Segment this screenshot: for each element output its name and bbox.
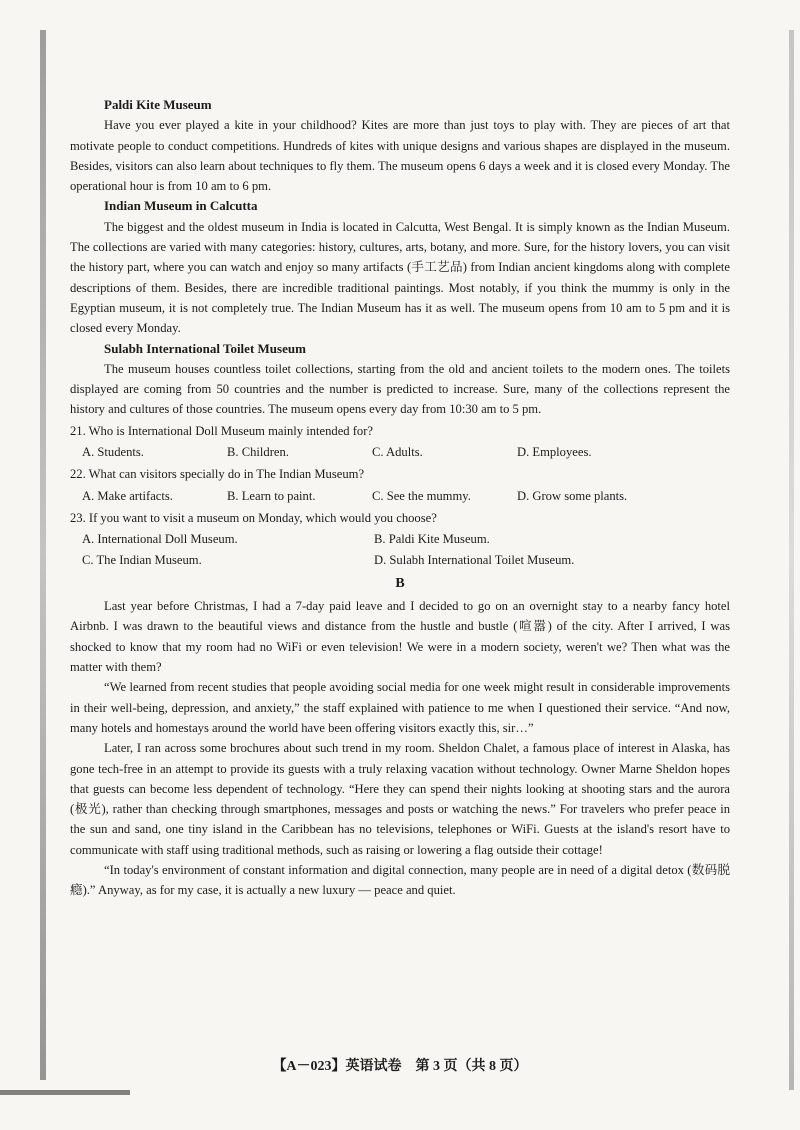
option-a[interactable]: A. Make artifacts. [82, 488, 173, 503]
question-22-options [70, 486, 730, 506]
question-23-options [70, 529, 730, 570]
exam-page [70, 95, 730, 901]
option-d[interactable]: D. Employees. [517, 445, 592, 460]
toilet-museum-title: Sulabh International Toilet Museum [104, 340, 306, 356]
passage-b-paragraph-2: “We learned from recent studies that people avoiding social media for one week might result in considerable improvements in their well-being, depression, and anxiety,” the staff explained with patience to me when I questioned their service. “And now, many hotels and homestays around the world have been offering visitors exactly this, sir…” [70, 680, 730, 735]
page-footer: 【A－023】英语试卷 第 3 页（共 8 页） [272, 1059, 528, 1074]
indian-museum-title: Indian Museum in Calcutta [104, 198, 258, 214]
passage-b-paragraph-3: Later, I ran across some brochures about such trend in my room. Sheldon Chalet, a famous place of interest in Alaska, has gone tech-free in an attempt to provide its guests with a truly relaxing vacation without technology. Owner Marne Sheldon hopes that guests can become less dependent of technology. “Here they can spend their nights looking at shooting stars and the aurora (极光), rather than checking through smartphones, messages and posts or watching the news.” For travelers who prefer peace in the sun and sand, one tiny island in the Caribbean has no televisions, telephones or WiFi. Guests at the island's resort have to communicate with staff using traditional methods, such as raising or lowering a flag outside their cottage! [70, 741, 730, 857]
option-c[interactable]: C. Adults. [372, 445, 423, 460]
kite-museum-text: Have you ever played a kite in your childhood? Kites are more than just toys to play with. They are pieces of art that motivate people to conduct competitions. Hundreds of kites with unique designs and various shapes are displayed in the museum. Besides, visitors can also learn about techniques to fly them. The museum opens 6 days a week and it is closed every Monday. The operational hour is from 10 am to 6 pm. [70, 118, 730, 194]
question-21-options [70, 442, 730, 462]
option-a[interactable]: A. International Doll Museum. [82, 532, 238, 547]
passage-b-paragraph-4: “In today's environment of constant information and digital connection, many people are in need of a digital detox (数码脱瘾).” Anyway, as for my case, it is actually a new luxury — peace and quiet. [70, 862, 730, 898]
option-c[interactable]: C. The Indian Museum. [82, 552, 202, 567]
indian-museum-text: The biggest and the oldest museum in India is located in Calcutta, West Bengal. It is simply known as the Indian Museum. The collections are varied with many categories: history, cultures, arts, botany, and more. Sure, for the history lovers, you can visit the history part, where you can watch and enjoy so many artifacts (手工艺品) from Indian ancient kingdoms along with complete descriptions of them. Besides, there are incredible traditional paintings. Most notably, if you think the mummy is only in the Egyptian museum, it is not completely true. The Indian Museum has it as well. The museum opens from 10 am to 5 pm and it is closed every Monday. [70, 219, 730, 336]
question-23: 23. If you want to visit a museum on Monday, which would you choose? [70, 510, 437, 525]
question-22: 22. What can visitors specially do in The Indian Museum? [70, 467, 365, 482]
scan-mark [0, 1090, 130, 1095]
toilet-museum-text: The museum houses countless toilet collections, starting from the old and ancient toilets to the modern ones. The toilets displayed are coming from 50 countries and the number is predicted to increase. Sure, many of the collections represent the history and cultures of those countries. The museum opens every day from 10:30 am to 5 pm. [70, 361, 730, 417]
question-21: 21. Who is International Doll Museum mainly intended for? [70, 423, 374, 438]
option-d[interactable]: D. Grow some plants. [517, 488, 628, 503]
scan-right-edge [789, 30, 794, 1090]
option-b[interactable]: B. Paldi Kite Museum. [374, 532, 490, 547]
option-b[interactable]: B. Learn to paint. [227, 488, 316, 503]
option-b[interactable]: B. Children. [227, 445, 289, 460]
section-b-label: B [395, 575, 405, 591]
option-d[interactable]: D. Sulabh International Toilet Museum. [374, 552, 575, 567]
scan-left-edge [40, 30, 46, 1080]
passage-b-paragraph-1: Last year before Christmas, I had a 7-day paid leave and I decided to go on an overnight stay to a nearby fancy hotel Airbnb. I was drawn to the beautiful views and distance from the hustle and bustle (喧嚣) of the city. After I arrived, I was shocked to know that my room had no WiFi or even television! We were in a modern society, weren't we? Then what was the matter with them? [70, 599, 730, 675]
kite-museum-title: Paldi Kite Museum [104, 97, 212, 112]
option-a[interactable]: A. Students. [82, 445, 144, 460]
option-c[interactable]: C. See the mummy. [372, 488, 471, 503]
